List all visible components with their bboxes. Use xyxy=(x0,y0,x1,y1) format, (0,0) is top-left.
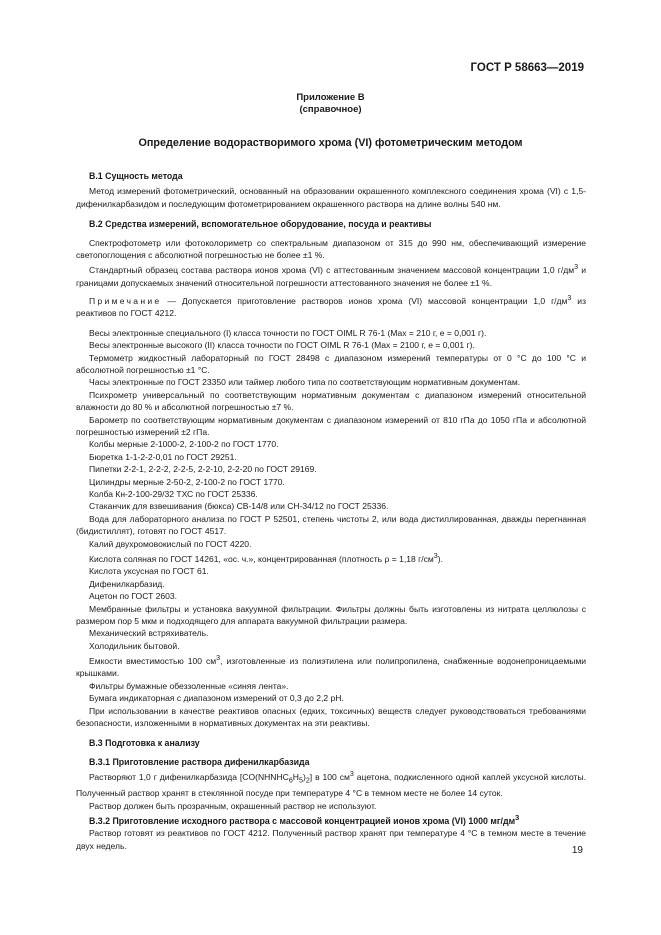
paragraph-transparency: Раствор должен быть прозрачным, окрашенный раствор не используют. xyxy=(89,800,377,811)
paragraph-barometer: Барометр по соответствующим нормативным документам с диапазоном измерений от 810 гПа до 1050 гПа и абсолютной погрешностью измерений ±2 гПа. xyxy=(76,414,586,437)
section-heading-b3: В.3 Подготовка к анализу xyxy=(89,738,200,749)
paragraph-shaker: Механический встряхиватель. xyxy=(89,628,209,639)
note-label: Примечание xyxy=(89,295,162,306)
document-title: Определение водорастворимого хрома (VI) фотометрическим методом xyxy=(138,137,523,149)
paragraph-standard-sample: Стандартный образец состава раствора ионов хрома (VI) с аттестованным значением массовой концентрации 1,0 $г/дм^3$ и границами допускаемых значений относительной погрешности аттестованного значения не более ±1 %. xyxy=(76,263,586,288)
note-paragraph: Примечание — Допускается приготовление растворов ионов хрома (VI) массовой концентрации 1,0 $г/дм^3$ из реактивов по ГОСТ 4212. xyxy=(76,294,586,319)
paragraph-stock-solution: Раствор готовят из реактивов по ГОСТ 4212. Полученный раствор хранят при температуре 4 °C в темном месте в течение двух недель. xyxy=(76,828,586,851)
document-standard-number: ГОСТ Р 58663—2019 xyxy=(470,62,584,74)
section-heading-b2: В.2 Средства измерений, вспомогательное оборудование, посуда и реактивы xyxy=(89,219,432,230)
annex-subtitle: (справочное) xyxy=(299,104,362,115)
paragraph-indicator-paper: Бумага индикаторная с диапазоном измерений от 0,3 до 2,2 pH. xyxy=(89,693,344,704)
annex-heading xyxy=(0,92,661,116)
page-number: 19 xyxy=(571,845,583,856)
paragraph-water: Вода для лабораторного анализа по ГОСТ Р 52501, степень чистоты 2, или вода дистиллированная, дважды перегнанная (бидистиллят), готовят по ГОСТ 4517. xyxy=(76,513,586,537)
paragraph-acetic-acid: Кислота уксусная по ГОСТ 61. xyxy=(89,566,209,577)
paragraph-refrigerator: Холодильник бытовой. xyxy=(89,640,180,651)
paragraph-cylinders: Цилиндры мерные 2-50-2, 2-100-2 по ГОСТ 1770. xyxy=(89,476,285,487)
paragraph-hydrochloric-acid: Кислота соляная по ГОСТ 14261, «ос. ч.», концентрированная (плотность ρ = 1,18 $г/см^3$). xyxy=(89,552,443,564)
paragraph-containers: Емкости вместимостью 100 $см^3$, изготовленные из полиэтилена или полипропилена, снабженные водонепроницаемыми крышками. xyxy=(76,654,586,679)
paragraph-diphenylcarbazide: Дифенилкарбазид. xyxy=(89,578,165,589)
paragraph-spectrophotometer: Спектрофотометр или фотоколориметр со спектральным диапазоном от 315 до 990 нм, обеспечивающий измерение светопоглощения с абсолютной погрешностью не более ±1 %. xyxy=(76,237,586,261)
paragraph-membrane-filters: Мембранные фильтры и установка вакуумной фильтрации. Фильтры должны быть изготовлены из нитрата целлюлозы с размером пор 5 мкм и подходящего для аппарата вакуумной фильтрации размера. xyxy=(76,603,586,626)
subsection-heading-b31: В.3.1 Приготовление раствора дифенилкарбазида xyxy=(89,756,310,767)
paragraph-potassium-dichromate: Калий двухромовокислый по ГОСТ 4220. xyxy=(89,538,252,549)
paragraph-pipettes: Пипетки 2-2-1, 2-2-2, 2-2-5, 2-2-10, 2-2-20 по ГОСТ 29169. xyxy=(89,464,317,475)
paragraph-scales-special: Весы электронные специального (I) класса точности по ГОСТ OIML R 76-1 (Max = 210 г, е = 0,001 г). xyxy=(89,327,487,338)
paragraph-flask-kn: Колба Кн-2-100-29/32 ТХС по ГОСТ 25336. xyxy=(89,489,258,500)
document-body xyxy=(76,170,586,852)
paragraph-diphenylcarbazide-solution: Растворяют 1,0 г дифенилкарбазида $[CO(NHNHC_6H_5)_2]$ в 100 $см^3$ ацетона, подкисленного одной каплей уксусной кислоты. Полученный раствор хранят в стеклянной посуде при температуре 4 °C в темном месте не более 14 суток. xyxy=(76,770,586,799)
paragraph-psychrometer: Психрометр универсальный по соответствующим нормативным документам с диапазоном измерений относительной влажности до 80 % и абсолютной погрешностью ±7 %. xyxy=(76,389,586,413)
paragraph-thermometer: Термометр жидкостный лабораторный по ГОСТ 28498 с диапазоном измерений температуры от 0 °C до 100 °C и абсолютной погрешностью ±1 °C. xyxy=(76,352,586,375)
paragraph-burette: Бюретка 1-1-2-2-0,01 по ГОСТ 29251. xyxy=(89,451,237,462)
paragraph-acetone: Ацетон по ГОСТ 2603. xyxy=(89,591,178,602)
section-heading-b1: В.1 Сущность метода xyxy=(89,171,183,181)
paragraph-clock: Часы электронные по ГОСТ 23350 или таймер любого типа по соответствующим нормативным документам. xyxy=(89,377,521,388)
paragraph-b1-essence: Метод измерений фотометрический, основанный на образовании окрашенного комплексного соединения хрома (VI) с 1,5-дифенилкарбазидом и последующим фотометрированием окрашенного раствора на длине волны 540 нм. xyxy=(76,186,586,209)
subsection-heading-b32: В.3.2 Приготовление исходного раствора с массовой концентрацией ионов хрома (VI) 1000 $мг/дм^3$ xyxy=(89,813,520,826)
paragraph-flasks: Колбы мерные 2-1000-2, 2-100-2 по ГОСТ 1770. xyxy=(89,439,279,450)
paragraph-safety: При использовании в качестве реактивов опасных (едких, токсичных) веществ следует руководствоваться требованиями безопасности, изложенными в нормативных документах на эти реактивы. xyxy=(76,705,586,729)
paragraph-weighing-cup: Стаканчик для взвешивания (бюкса) СВ-14/8 или СН-34/12 по ГОСТ 25336. xyxy=(89,501,389,512)
paragraph-scales-high: Весы электронные высокого (II) класса точности по ГОСТ OIML R 76-1 (Max = 2100 г, е = 0,001 г). xyxy=(89,340,475,351)
annex-title: Приложение В xyxy=(296,92,365,103)
paragraph-paper-filters: Фильтры бумажные обеззоленные «синяя лента». xyxy=(89,680,289,691)
